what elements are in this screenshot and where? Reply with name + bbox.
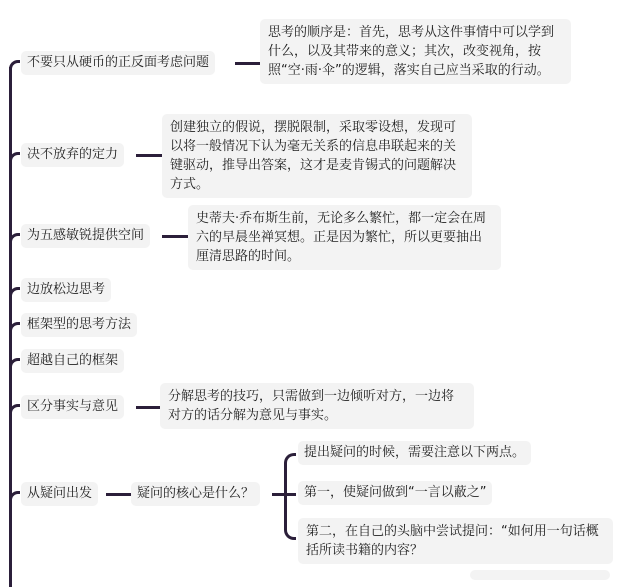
branch-start-from-question[interactable]: 从疑问出发: [21, 482, 98, 506]
item-two-points[interactable]: 提出疑问的时候，需要注意以下两点。: [298, 441, 531, 465]
branch-framework-thinking[interactable]: 框架型的思考方法: [21, 313, 137, 337]
branch-determination[interactable]: 决不放弃的定力: [21, 143, 124, 167]
bracket-middle-tick: [284, 493, 296, 496]
branch-beyond-framework[interactable]: 超越自己的框架: [21, 349, 124, 373]
branch-fact-vs-opinion[interactable]: 区分事实与意见: [21, 395, 124, 419]
note-fact-vs-opinion[interactable]: 分解思考的技巧，只需做到一边倾听对方，一边将对方的话分解为意见与事实。: [160, 383, 474, 429]
cut-off-node: [470, 570, 610, 580]
branch-note-connector: [162, 235, 188, 238]
branch-note-connector: [136, 154, 162, 157]
branch-hardcoin[interactable]: 不要只从硬币的正反面考虑问题: [21, 51, 215, 75]
branch-relax-thinking[interactable]: 边放松边思考: [21, 278, 111, 302]
branch-note-connector: [235, 62, 260, 65]
branch-child-connector: [106, 493, 131, 496]
child-items-bracket: [284, 453, 296, 540]
item-first-point[interactable]: 第一，使疑问做到“一言以蔽之”: [298, 481, 492, 505]
note-determination[interactable]: 创建独立的假说，摆脱限制，采取零设想，发现可以将一般情况下认为毫无关系的信息串联起来的关键驱动，推导出答案，这才是麦肯锡式的问题解决方式。: [162, 114, 472, 198]
branch-connector: [9, 60, 20, 70]
node-core-question[interactable]: 疑问的核心是什么？: [131, 482, 260, 506]
item-second-point[interactable]: 第二，在自己的头脑中尝试提问：“如何用一句话概括所读书籍的内容？: [298, 518, 613, 564]
note-hardcoin[interactable]: 思考的顺序是：首先，思考从这件事情中可以学到什么，以及其带来的意义；其次，改变视角，按照“空·雨·伞”的逻辑，落实自己应当采取的行动。: [260, 19, 571, 84]
branch-note-connector: [136, 406, 160, 409]
note-five-senses[interactable]: 史蒂夫·乔布斯生前，无论多么繁忙，都一定会在周六的早晨坐禅冥想。正是因为繁忙，所以更要抽出厘清思路的时间。: [188, 205, 501, 270]
branch-five-senses[interactable]: 为五感敏锐提供空间: [21, 224, 150, 248]
